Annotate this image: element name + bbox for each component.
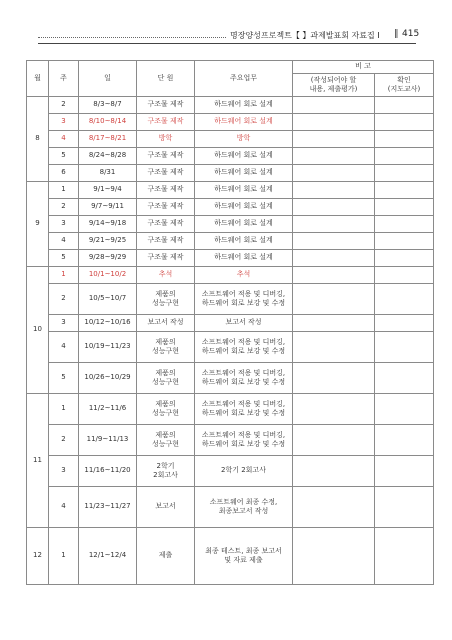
- task-cell: 소프트웨어 최종 수정, 최종보고서 작성: [195, 487, 293, 528]
- unit-cell: 보고서 작성: [137, 315, 195, 332]
- table-row: [27, 182, 434, 199]
- week-cell: 1: [49, 267, 79, 284]
- unit-cell: 제품의 성능구현: [137, 284, 195, 315]
- table-row: [27, 425, 434, 456]
- col-header-date: 일: [79, 61, 137, 97]
- remark-confirm-cell: [375, 97, 434, 114]
- schedule-table: [26, 60, 434, 585]
- table-row: [27, 315, 434, 332]
- week-cell: 5: [49, 363, 79, 394]
- remark-content-cell: [293, 487, 375, 528]
- task-cell: 하드웨어 회로 설계: [195, 199, 293, 216]
- date-cell: 10/12~10/16: [79, 315, 137, 332]
- date-cell: 9/28~9/29: [79, 250, 137, 267]
- task-cell: 2학기 2회고사: [195, 456, 293, 487]
- remark-confirm-cell: [375, 363, 434, 394]
- col-header-week: 주: [49, 61, 79, 97]
- date-cell: 11/2~11/6: [79, 394, 137, 425]
- unit-cell: 구조물 제작: [137, 250, 195, 267]
- table-row: [27, 332, 434, 363]
- date-cell: 12/1~12/4: [79, 528, 137, 585]
- remark-confirm-cell: [375, 114, 434, 131]
- remark-content-cell: [293, 199, 375, 216]
- week-cell: 3: [49, 315, 79, 332]
- remark-content-cell: [293, 363, 375, 394]
- table-row: [27, 363, 434, 394]
- month-cell: 8: [27, 97, 49, 182]
- week-cell: 2: [49, 425, 79, 456]
- remark-confirm-cell: [375, 487, 434, 528]
- table-row: [27, 233, 434, 250]
- week-cell: 2: [49, 199, 79, 216]
- task-cell: 보고서 작성: [195, 315, 293, 332]
- remark-confirm-cell: [375, 284, 434, 315]
- task-cell: 소프트웨어 적용 및 디버깅, 하드웨어 회로 보강 및 수정: [195, 284, 293, 315]
- table-row: [27, 199, 434, 216]
- table-row: [27, 216, 434, 233]
- unit-cell: 제품의 성능구현: [137, 332, 195, 363]
- schedule-body: [27, 97, 434, 585]
- remark-confirm-cell: [375, 425, 434, 456]
- table-row: [27, 97, 434, 114]
- date-cell: 8/31: [79, 165, 137, 182]
- remark-content-cell: [293, 528, 375, 585]
- unit-cell: 보고서: [137, 487, 195, 528]
- unit-cell: 제품의 성능구현: [137, 425, 195, 456]
- unit-cell: 구조물 제작: [137, 148, 195, 165]
- col-header-remark-confirm: 확인 (지도교사): [375, 74, 434, 97]
- col-header-unit: 단 원: [137, 61, 195, 97]
- date-cell: 9/21~9/25: [79, 233, 137, 250]
- week-cell: 3: [49, 456, 79, 487]
- table-row: [27, 528, 434, 585]
- date-cell: 11/16~11/20: [79, 456, 137, 487]
- task-cell: 소프트웨어 적용 및 디버깅, 하드웨어 회로 보강 및 수정: [195, 363, 293, 394]
- week-cell: 1: [49, 182, 79, 199]
- table-row: [27, 394, 434, 425]
- month-cell: 10: [27, 267, 49, 394]
- table-row: [27, 487, 434, 528]
- remark-confirm-cell: [375, 528, 434, 585]
- remark-confirm-cell: [375, 315, 434, 332]
- week-cell: 4: [49, 487, 79, 528]
- unit-cell: 구조물 제작: [137, 233, 195, 250]
- remark-content-cell: [293, 182, 375, 199]
- header-title: 명장양성프로젝트【 】과제발표회 자료집 I: [230, 31, 380, 40]
- remark-confirm-cell: [375, 394, 434, 425]
- remark-confirm-cell: [375, 332, 434, 363]
- unit-cell: 구조물 제작: [137, 114, 195, 131]
- remark-confirm-cell: [375, 250, 434, 267]
- remark-confirm-cell: [375, 233, 434, 250]
- remark-content-cell: [293, 332, 375, 363]
- week-cell: 5: [49, 148, 79, 165]
- task-cell: 하드웨어 회로 설계: [195, 114, 293, 131]
- task-cell: 하드웨어 회로 설계: [195, 148, 293, 165]
- remark-content-cell: [293, 394, 375, 425]
- remark-content-cell: [293, 456, 375, 487]
- unit-cell: 구조물 제작: [137, 216, 195, 233]
- week-cell: 6: [49, 165, 79, 182]
- date-cell: 10/26~10/29: [79, 363, 137, 394]
- date-cell: 10/5~10/7: [79, 284, 137, 315]
- col-header-task: 주요업무: [195, 61, 293, 97]
- remark-confirm-cell: [375, 456, 434, 487]
- unit-cell: 제출: [137, 528, 195, 585]
- month-cell: 12: [27, 528, 49, 585]
- unit-cell: 제품의 성능구현: [137, 394, 195, 425]
- table-row: [27, 284, 434, 315]
- date-cell: 10/19~11/23: [79, 332, 137, 363]
- unit-cell: 구조물 제작: [137, 182, 195, 199]
- unit-cell: 제품의 성능구현: [137, 363, 195, 394]
- remark-content-cell: [293, 148, 375, 165]
- task-cell: 하드웨어 회로 설계: [195, 165, 293, 182]
- table-row: [27, 267, 434, 284]
- task-cell: 하드웨어 회로 설계: [195, 97, 293, 114]
- remark-content-cell: [293, 267, 375, 284]
- task-cell: 추석: [195, 267, 293, 284]
- remark-content-cell: [293, 425, 375, 456]
- table-row: [27, 114, 434, 131]
- week-cell: 4: [49, 233, 79, 250]
- week-cell: 3: [49, 216, 79, 233]
- table-row: [27, 165, 434, 182]
- month-cell: 11: [27, 394, 49, 528]
- date-cell: 8/10~8/14: [79, 114, 137, 131]
- table-row: [27, 456, 434, 487]
- task-cell: 소프트웨어 적용 및 디버깅, 하드웨어 회로 보강 및 수정: [195, 332, 293, 363]
- week-cell: 4: [49, 131, 79, 148]
- week-cell: 1: [49, 528, 79, 585]
- remark-content-cell: [293, 233, 375, 250]
- date-cell: 8/17~8/21: [79, 131, 137, 148]
- date-cell: 9/14~9/18: [79, 216, 137, 233]
- remark-confirm-cell: [375, 148, 434, 165]
- unit-cell: 구조물 제작: [137, 199, 195, 216]
- header-rule: [38, 43, 416, 44]
- task-cell: 하드웨어 회로 설계: [195, 250, 293, 267]
- unit-cell: 구조물 제작: [137, 165, 195, 182]
- remark-content-cell: [293, 114, 375, 131]
- week-cell: 3: [49, 114, 79, 131]
- col-header-remark-content: (작성되어야 할 내용, 제출평가): [293, 74, 375, 97]
- task-cell: 하드웨어 회로 설계: [195, 216, 293, 233]
- month-cell: 9: [27, 182, 49, 267]
- table-row: [27, 148, 434, 165]
- remark-content-cell: [293, 216, 375, 233]
- remark-confirm-cell: [375, 182, 434, 199]
- week-cell: 4: [49, 332, 79, 363]
- unit-cell: 구조물 제작: [137, 97, 195, 114]
- unit-cell: 방학: [137, 131, 195, 148]
- task-cell: 최종 테스트, 최종 보고서 및 자료 제출: [195, 528, 293, 585]
- date-cell: 8/24~8/28: [79, 148, 137, 165]
- task-cell: 하드웨어 회로 설계: [195, 182, 293, 199]
- remark-content-cell: [293, 284, 375, 315]
- date-cell: 11/9~11/13: [79, 425, 137, 456]
- week-cell: 1: [49, 394, 79, 425]
- remark-confirm-cell: [375, 267, 434, 284]
- header-separator: ‖: [394, 29, 399, 39]
- col-header-month: 월: [27, 61, 49, 97]
- col-header-remarks: 비 고: [293, 61, 434, 74]
- remark-confirm-cell: [375, 216, 434, 233]
- table-row: [27, 250, 434, 267]
- date-cell: 10/1~10/2: [79, 267, 137, 284]
- week-cell: 2: [49, 284, 79, 315]
- header-dotted-leader: [38, 37, 226, 38]
- date-cell: 9/7~9/11: [79, 199, 137, 216]
- task-cell: 소프트웨어 적용 및 디버깅, 하드웨어 회로 보강 및 수정: [195, 425, 293, 456]
- week-cell: 5: [49, 250, 79, 267]
- page-number: 415: [402, 29, 420, 39]
- unit-cell: 2학기 2회고사: [137, 456, 195, 487]
- remark-content-cell: [293, 250, 375, 267]
- remark-content-cell: [293, 97, 375, 114]
- date-cell: 9/1~9/4: [79, 182, 137, 199]
- task-cell: 방학: [195, 131, 293, 148]
- page-header: [38, 28, 420, 44]
- table-row: [27, 131, 434, 148]
- task-cell: 소프트웨어 적용 및 디버깅, 하드웨어 회로 보강 및 수정: [195, 394, 293, 425]
- remark-content-cell: [293, 131, 375, 148]
- remark-confirm-cell: [375, 131, 434, 148]
- remark-confirm-cell: [375, 165, 434, 182]
- remark-confirm-cell: [375, 199, 434, 216]
- remark-content-cell: [293, 165, 375, 182]
- task-cell: 하드웨어 회로 설계: [195, 233, 293, 250]
- date-cell: 8/3~8/7: [79, 97, 137, 114]
- remark-content-cell: [293, 315, 375, 332]
- unit-cell: 추석: [137, 267, 195, 284]
- week-cell: 2: [49, 97, 79, 114]
- date-cell: 11/23~11/27: [79, 487, 137, 528]
